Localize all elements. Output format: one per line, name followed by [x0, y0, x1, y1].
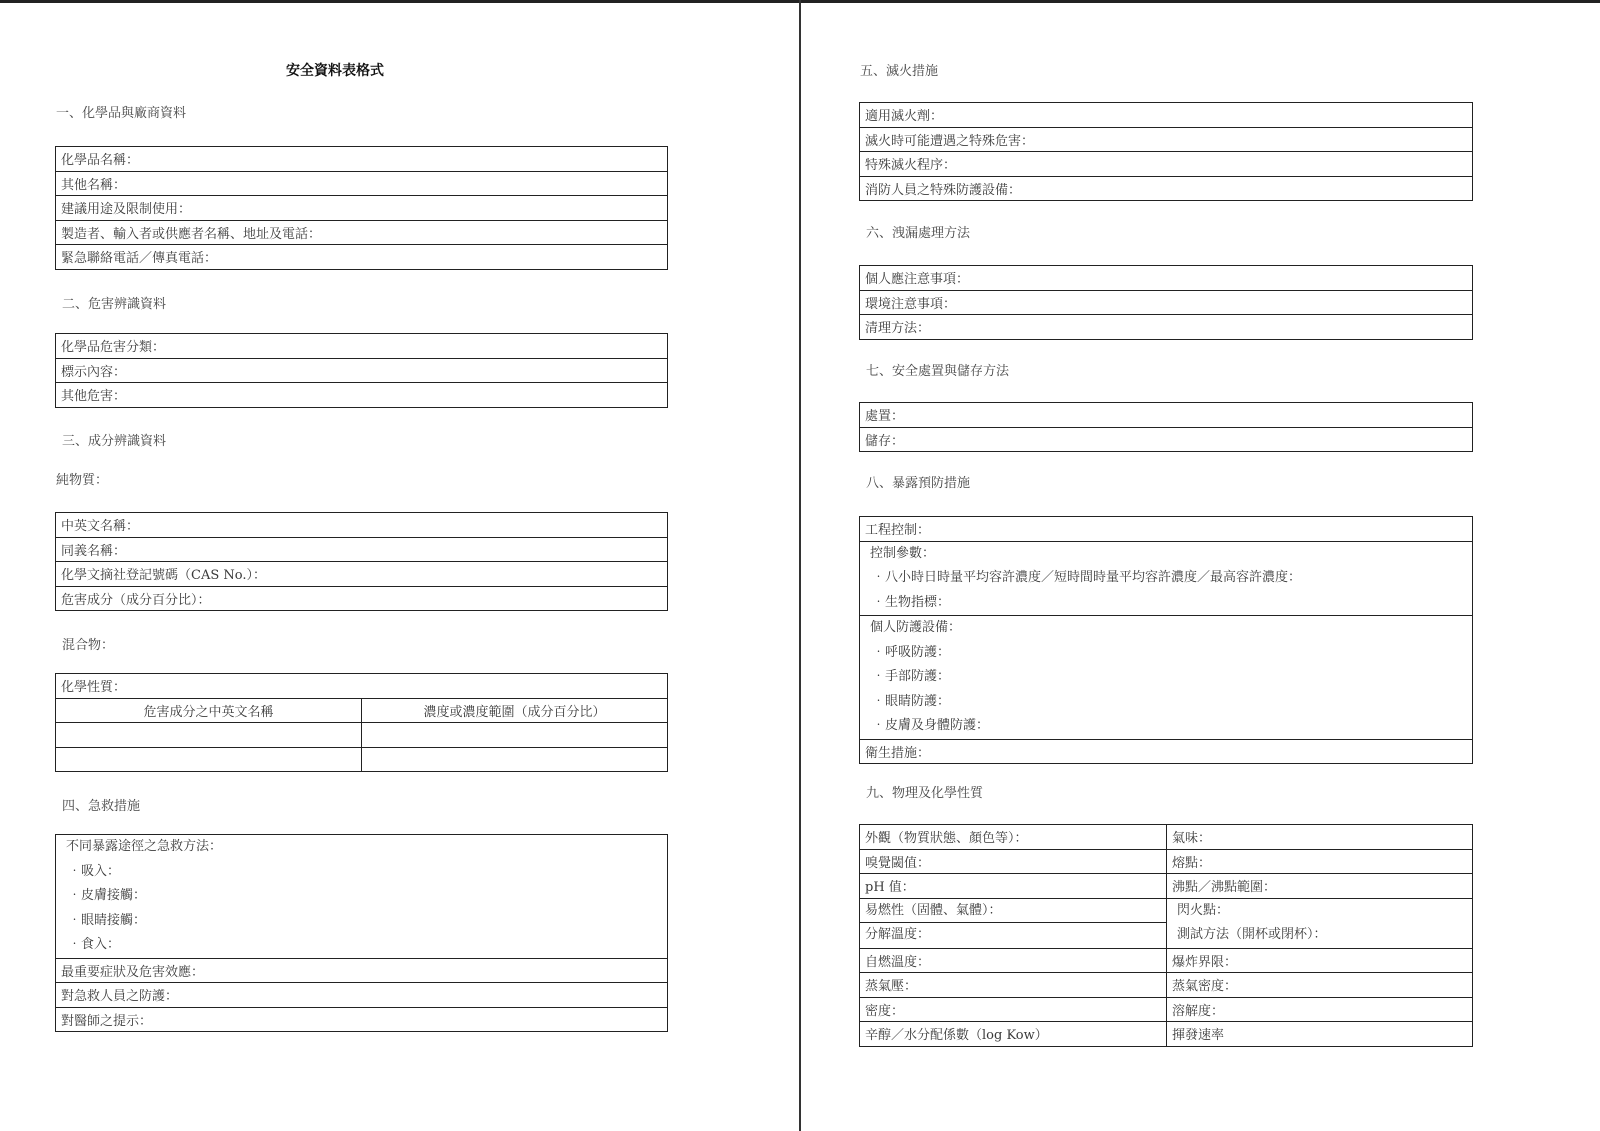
property-cell: 嗅覺閾值： [860, 849, 1167, 874]
section-1-heading: 一、化學品與廠商資料 [56, 106, 187, 121]
s2-row: 標示內容： [56, 358, 668, 383]
document-title: 安全資料表格式 [286, 63, 384, 79]
first-aid-item: ‧眼睛接觸： [68, 912, 147, 928]
s2-row: 其他危害： [56, 383, 668, 408]
property-cell: 沸點／沸點範圍： [1167, 874, 1473, 899]
section-4-heading: 四、急救措施 [62, 799, 141, 814]
property-cell: 熔點： [1167, 849, 1473, 874]
ppe-item: ‧呼吸防護： [872, 644, 951, 660]
section-9-heading: 九、物理及化學性質 [866, 786, 984, 801]
section-6-table [859, 265, 1473, 340]
ppe-item: ‧眼睛防護： [872, 693, 951, 709]
property-cell: 閃火點： [1177, 902, 1230, 918]
s7-row: 儲存： [860, 427, 1473, 452]
ppe-item: ‧皮膚及身體防護： [872, 718, 990, 733]
s1-row: 製造者、輸入者或供應者名稱、地址及電話： [56, 220, 668, 245]
section-8-table [859, 516, 1473, 764]
ppe-group [860, 616, 1473, 740]
section-5-table [859, 102, 1473, 201]
first-aid-item: ‧吸入： [68, 863, 121, 879]
section-2-table [55, 333, 668, 408]
pure-substance-label: 純物質： [56, 473, 109, 488]
section-7-table [859, 402, 1473, 452]
mixture-empty-cell [56, 723, 362, 748]
control-parameters-title: 控制參數： [870, 545, 936, 561]
s5-row: 適用滅火劑： [860, 103, 1473, 128]
section-4-table [55, 834, 668, 1032]
mixture-table [55, 673, 668, 772]
mixture-label: 混合物： [62, 638, 115, 653]
s5-row: 滅火時可能遭遇之特殊危害： [860, 127, 1473, 152]
section-8-heading: 八、暴露預防措施 [866, 476, 971, 491]
s4-row: 對急救人員之防護： [56, 983, 668, 1008]
mixture-col2-header: 濃度或濃度範圍（成分百分比） [362, 698, 668, 723]
control-parameters-item: ‧生物指標： [872, 594, 951, 610]
property-cell: 外觀（物質狀態、顏色等）： [860, 825, 1167, 850]
mixture-empty-cell [362, 747, 668, 772]
control-parameters-group [860, 541, 1473, 616]
mixture-col1-header: 危害成分之中英文名稱 [56, 698, 362, 723]
s1-row: 化學品名稱： [56, 147, 668, 172]
first-aid-group-title: 不同暴露途徑之急救方法： [66, 839, 223, 854]
flash-point-cell [1167, 898, 1473, 948]
property-cell: 爆炸界限： [1167, 948, 1473, 973]
property-split-cell [860, 898, 1167, 948]
first-aid-item: ‧食入： [68, 937, 121, 952]
section-2-heading: 二、危害辨識資料 [62, 297, 167, 312]
property-cell: 溶解度： [1167, 997, 1473, 1022]
s2-row: 化學品危害分類： [56, 334, 668, 359]
section-7-heading: 七、安全處置與儲存方法 [866, 364, 1010, 379]
mixture-empty-cell [56, 747, 362, 772]
property-cell: 揮發速率 [1167, 1022, 1473, 1047]
s8-row: 工程控制： [860, 517, 1473, 542]
property-cell: 蒸氣密度： [1167, 973, 1473, 998]
property-cell: 密度： [860, 997, 1167, 1022]
property-cell: 測試方法（開杯或閉杯）： [1177, 927, 1327, 942]
s4-row: 最重要症狀及危害效應： [56, 958, 668, 983]
page-divider [799, 0, 801, 1131]
ppe-title: 個人防護設備： [870, 620, 962, 635]
section-1-table [55, 146, 668, 270]
s4-row: 對醫師之提示： [56, 1007, 668, 1032]
s3-row: 化學文摘社登記號碼（CAS No.）： [56, 562, 668, 587]
s5-row: 消防人員之特殊防護設備： [860, 176, 1473, 201]
section-9-table [859, 824, 1473, 1047]
s6-row: 環境注意事項： [860, 290, 1473, 315]
mixture-header: 化學性質： [56, 674, 668, 699]
s3-row: 同義名稱： [56, 537, 668, 562]
s3-row: 中英文名稱： [56, 513, 668, 538]
section-5-heading: 五、滅火措施 [860, 64, 939, 79]
first-aid-item: ‧皮膚接觸： [68, 888, 147, 903]
first-aid-group [56, 835, 668, 959]
section-3-heading: 三、成分辨識資料 [62, 434, 167, 449]
s1-row: 其他名稱： [56, 171, 668, 196]
s6-row: 個人應注意事項： [860, 266, 1473, 291]
property-cell: 蒸氣壓： [860, 973, 1167, 998]
property-cell: 辛醇／水分配係數（log Kow） [860, 1022, 1167, 1047]
property-cell: 易燃性（固體、氣體）： [860, 899, 1166, 924]
pure-substance-table [55, 512, 668, 611]
property-cell: 自燃溫度： [860, 948, 1167, 973]
section-6-heading: 六、洩漏處理方法 [866, 226, 971, 241]
control-parameters-item: ‧八小時日時量平均容許濃度／短時間時量平均容許濃度／最高容許濃度： [872, 570, 1302, 585]
s6-row: 清理方法： [860, 315, 1473, 340]
ppe-item: ‧手部防護： [872, 669, 951, 684]
mixture-empty-cell [362, 723, 668, 748]
s3-row: 危害成分（成分百分比）： [56, 586, 668, 611]
property-cell: pH 值： [860, 874, 1167, 899]
s7-row: 處置： [860, 403, 1473, 428]
s8-row: 衛生措施： [860, 739, 1473, 764]
s1-row: 建議用途及限制使用： [56, 196, 668, 221]
property-cell: 氣味： [1167, 825, 1473, 850]
property-cell: 分解溫度： [865, 927, 931, 942]
s1-row: 緊急聯絡電話／傳真電話： [56, 245, 668, 270]
s5-row: 特殊滅火程序： [860, 152, 1473, 177]
